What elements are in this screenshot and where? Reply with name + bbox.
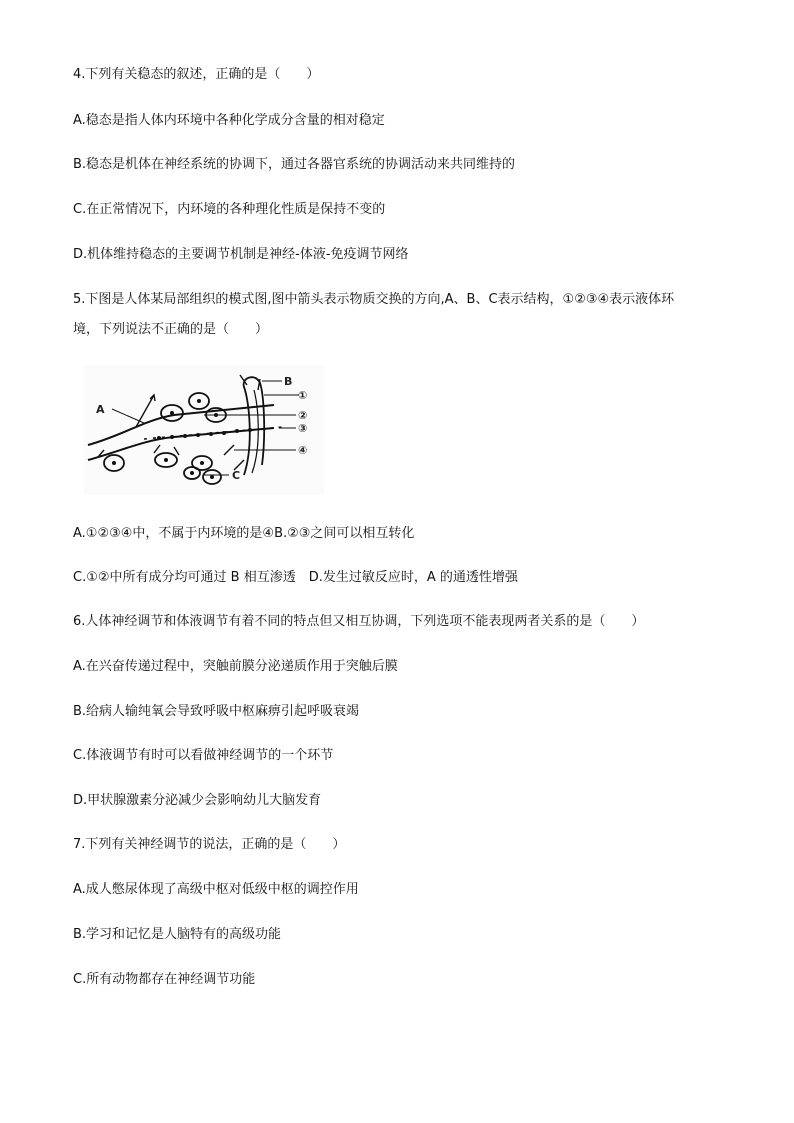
label-1: ① xyxy=(298,389,308,402)
q4-stem: 4.下列有关稳态的叙述，正确的是（ ） xyxy=(73,67,320,82)
q6-option-d: D.甲状腺激素分泌减少会影响幼儿大脑发育 xyxy=(73,793,322,808)
q6-option-a: A.在兴奋传递过程中，突触前膜分泌递质作用于突触后膜 xyxy=(73,659,398,674)
label-c: C xyxy=(232,469,241,482)
q6-stem: 6.人体神经调节和体液调节有着不同的特点但又相互协调，下列选项不能表现两者关系的是（ ） xyxy=(73,614,645,629)
tissue-diagram-svg xyxy=(84,365,324,495)
q4-option-c: C.在正常情况下，内环境的各种理化性质是保持不变的 xyxy=(73,202,386,217)
q4-option-d: D.机体维持稳态的主要调节机制是神经-体液-免疫调节网络 xyxy=(73,247,409,262)
q5-stem-line1: 5.下图是人体某局部组织的模式图,图中箭头表示物质交换的方向,A、B、C表示结构，①②③④表示液体环 xyxy=(73,292,675,307)
label-b: B xyxy=(284,375,293,388)
label-3: ③ xyxy=(298,422,308,435)
label-2: ② xyxy=(298,409,308,422)
q7-option-b: B.学习和记忆是人脑特有的高级功能 xyxy=(73,927,282,942)
q4-option-a: A.稳态是指人体内环境中各种化学成分含量的相对稳定 xyxy=(73,113,385,128)
label-a: A xyxy=(96,403,105,416)
q5-options-cd: C.①②中所有成分均可通过 B 相互渗透 D.发生过敏反应时，A 的通透性增强 xyxy=(73,570,518,585)
q5-options-ab: A.①②③④中，不属于内环境的是④B.②③之间可以相互转化 xyxy=(73,526,415,541)
q7-option-a: A.成人憋尿体现了高级中枢对低级中枢的调控作用 xyxy=(73,882,359,897)
q6-option-c: C.体液调节有时可以看做神经调节的一个环节 xyxy=(73,748,334,763)
q5-stem-line2: 境，下列说法不正确的是（ ） xyxy=(73,322,269,337)
q7-option-c: C.所有动物都存在神经调节功能 xyxy=(73,972,256,987)
tissue-diagram xyxy=(84,365,324,495)
q6-option-b: B.给病人输纯氧会导致呼吸中枢麻痹引起呼吸衰竭 xyxy=(73,704,360,719)
label-4: ④ xyxy=(298,444,308,457)
q4-option-b: B.稳态是机体在神经系统的协调下，通过各器官系统的协调活动来共同维持的 xyxy=(73,157,516,172)
q7-stem: 7.下列有关神经调节的说法，正确的是（ ） xyxy=(73,837,346,852)
